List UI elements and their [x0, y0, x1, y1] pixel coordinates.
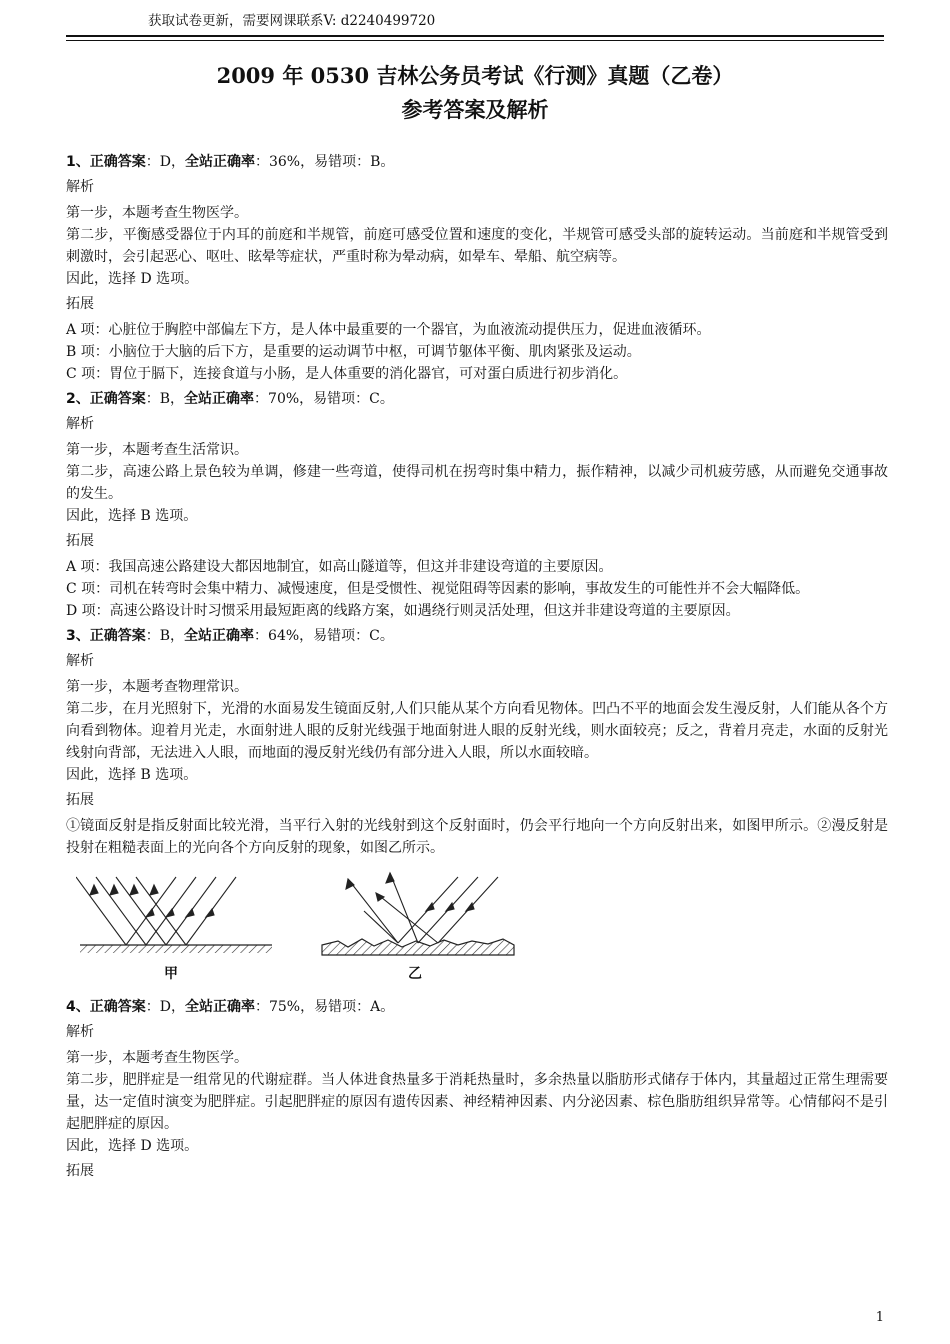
diffuse-reflection-figure: [318, 871, 518, 961]
analysis-line: 因此，选择 B 选项。: [66, 767, 198, 783]
analysis-line: 第一步，本题考查物理常识。: [66, 679, 248, 695]
extension-label: 拓展: [66, 1163, 94, 1179]
analysis-line: 第一步，本题考查生物医学。: [66, 1050, 248, 1066]
extension-label: 拓展: [66, 296, 94, 312]
analysis-label: 解析: [66, 653, 94, 669]
question-3-header: 3、正确答案：B，全站正确率：64%，易错项：C。: [66, 628, 394, 644]
specular-reflection-figure: [76, 871, 276, 961]
analysis-label: 解析: [66, 416, 94, 432]
figure-caption-jia: 甲: [164, 966, 178, 982]
rough-surface: [322, 939, 514, 955]
extension-line: A 项：我国高速公路建设大都因地制宜，如高山隧道等，但这并非建设弯道的主要原因。: [66, 559, 613, 575]
analysis-line: 第二步，肥胖症是一组常见的代谢症群。当人体进食热量多于消耗热量时，多余热量以脂肪形式储存于体内，其量超过正常生理需要量，达一定值时演变为肥胖症。引起肥胖症的原因有遗传因素、神经精神因素、内分泌因素、棕色脂肪组织异常等。心情郁闷不是引起肥胖症的原因。: [66, 1072, 888, 1132]
ground-hatch: [80, 945, 272, 953]
reflection-figures: [66, 863, 888, 993]
question-1-header: 1、正确答案：D，全站正确率：36%，易错项：B。: [66, 154, 395, 170]
analysis-label: 解析: [66, 1024, 94, 1040]
analysis-line: 第二步，平衡感受器位于内耳的前庭和半规管，前庭可感受位置和速度的变化，半规管可感受头部的旋转运动。当前庭和半规管受到刺激时，会引起恶心、呕吐、眩晕等症状，严重时称为晕动病，如晕车、晕船、航空病等。: [66, 227, 888, 265]
analysis-line: 第一步，本题考查生活常识。: [66, 442, 248, 458]
extension-line: C 项：司机在转弯时会集中精力、减慢速度，但是受惯性、视觉阻碍等因素的影响，事故发生的可能性并不会大幅降低。: [66, 581, 810, 597]
header-rule-thin: [66, 40, 884, 41]
question-2-header: 2、正确答案：B，全站正确率：70%，易错项：C。: [66, 391, 394, 407]
header-note: 获取试卷更新，需要网课联系V: d2240499720: [148, 13, 436, 29]
analysis-line: 因此，选择 D 选项。: [66, 1138, 199, 1154]
question-4-header: 4、正确答案：D，全站正确率：75%，易错项：A。: [66, 999, 395, 1015]
extension-line: B 项：小脑位于大脑的后下方，是重要的运动调节中枢，可调节躯体平衡、肌肉紧张及运动。: [66, 344, 641, 360]
figure-caption-yi: 乙: [408, 966, 422, 982]
extension-line: A 项：心脏位于胸腔中部偏左下方，是人体中最重要的一个器官，为血液流动提供压力，促进血液循环。: [66, 322, 711, 338]
page-subtitle: 参考答案及解析: [401, 97, 549, 122]
extension-line: ①镜面反射是指反射面比较光滑，当平行入射的光线射到这个反射面时，仍会平行地向一个方向反射出来，如图甲所示。②漫反射是投射在粗糙表面上的光向各个方向反射的现象，如图乙所示。: [66, 818, 888, 856]
analysis-line: 因此，选择 B 选项。: [66, 508, 198, 524]
extension-line: C 项：胃位于膈下，连接食道与小肠，是人体重要的消化器官，可对蛋白质进行初步消化。: [66, 366, 628, 382]
extension-line: D 项：高速公路设计时习惯采用最短距离的线路方案，如遇绕行则灵活处理，但这并非建设弯道的主要原因。: [66, 603, 740, 619]
header-rule: [66, 35, 884, 37]
analysis-line: 第二步，在月光照射下，光滑的水面易发生镜面反射,人们只能从某个方向看见物体。凹凸不平的地面会发生漫反射，人们能从各个方向看到物体。迎着月光走，水面射进人眼的反射光线强于地面射进人眼的反射光线，则水面较亮；反之，背着月亮走，水面的反射光线射向背部，无法进入人眼，而地面的漫反射光线仍有部分进入人眼，所以水面较暗。: [66, 701, 888, 761]
analysis-label: 解析: [66, 179, 94, 195]
content: [66, 148, 888, 1186]
analysis-line: 因此，选择 D 选项。: [66, 271, 199, 287]
extension-label: 拓展: [66, 533, 94, 549]
page-number: 1: [875, 1310, 884, 1325]
analysis-line: 第二步，高速公路上景色较为单调，修建一些弯道，使得司机在拐弯时集中精力，振作精神，以减少司机疲劳感，从而避免交通事故的发生。: [66, 464, 888, 502]
analysis-line: 第一步，本题考查生物医学。: [66, 205, 248, 221]
extension-label: 拓展: [66, 792, 94, 808]
page-title: 2009 年 0530 吉林公务员考试《行测》真题（乙卷）: [216, 63, 734, 88]
